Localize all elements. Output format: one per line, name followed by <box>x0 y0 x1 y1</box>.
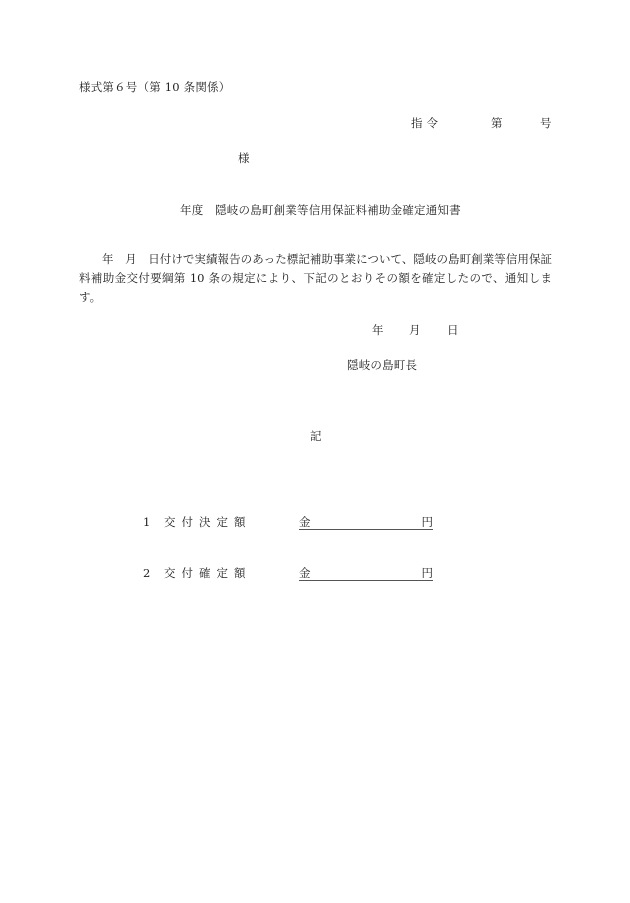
amount-prefix: 金 <box>299 515 311 529</box>
directive-go: 号 <box>540 116 552 130</box>
date-year: 年 <box>372 323 384 337</box>
item-number: 2 <box>143 566 151 580</box>
amount-field <box>299 515 433 530</box>
body-paragraph: 年 月 日付けで実績報告のあった標記補助事業について、隠岐の島町創業等信用保証料補助金交付要綱第 10 条の規定により、下記のとおりその額を確定したので、通知します。 <box>79 252 552 304</box>
amount-suffix: 円 <box>421 566 433 580</box>
issuer: 隠岐の島町長 <box>347 358 418 372</box>
amount-field <box>299 566 433 581</box>
directive-prefix: 指 令 <box>411 116 439 130</box>
item-label: 交付確定額 <box>164 566 252 580</box>
document-title: 年度 隠岐の島町創業等信用保証料補助金確定通知書 <box>180 203 461 217</box>
amount-prefix: 金 <box>299 566 311 580</box>
form-number: 様式第６号（第 10 条関係） <box>79 80 231 94</box>
amount-suffix: 円 <box>421 515 433 529</box>
date-day: 日 <box>447 323 459 337</box>
item-label: 交付決定額 <box>164 515 252 529</box>
addressee-suffix: 様 <box>238 151 250 165</box>
ki-label: 記 <box>310 429 322 443</box>
item-number: 1 <box>143 515 151 529</box>
date-month: 月 <box>409 323 421 337</box>
directive-dai: 第 <box>491 116 503 130</box>
